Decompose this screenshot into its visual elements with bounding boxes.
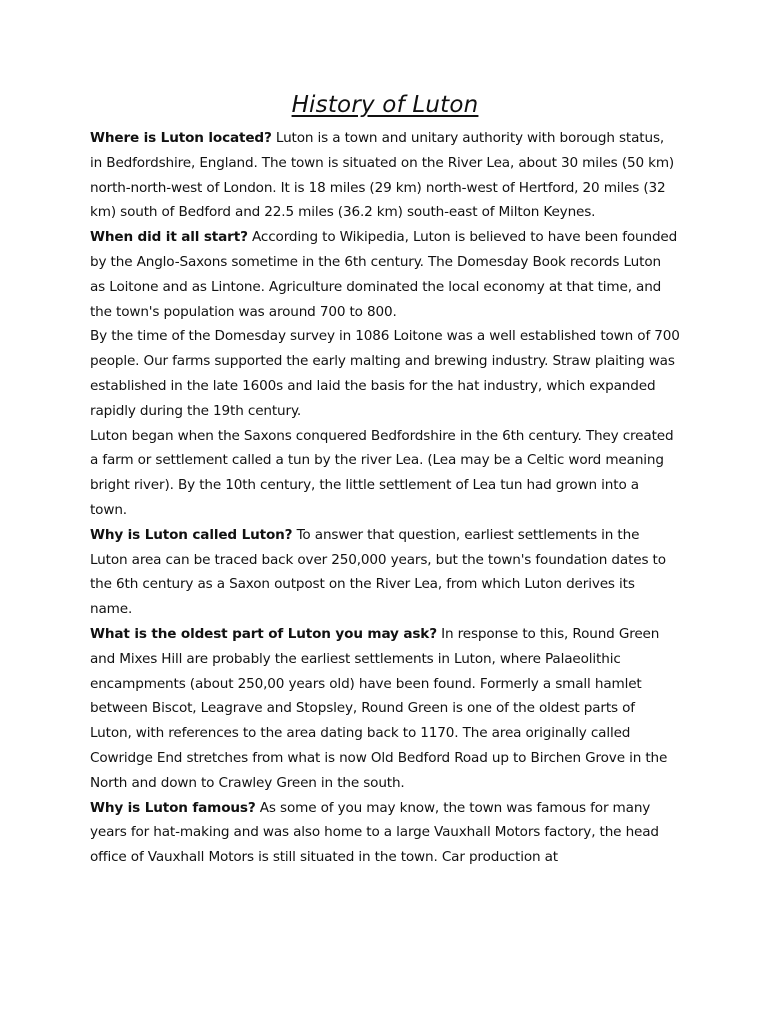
paragraph-saxons — [90, 424, 680, 523]
question-heading: Why is Luton called Luton? — [90, 526, 293, 543]
paragraph-text: In response to this, Round Green and Mixes Hill are probably the earliest settlements in Luton, where Palaeolithic encampments (about 250,00 years old) have been found. Formerly a small hamlet between Biscot, Leagrave and Stopsley, Round Green is one of the oldest parts of Luton, with references to the area dating back to 1170. The area originally called Cowridge End stretches from what is now Old Bedford Road up to Birchen Grove in the North and down to Crawley Green in the south. — [90, 625, 668, 791]
paragraph-text: To answer that question, earliest settlements in the Luton area can be traced back over 250,000 years, but the town's foundation dates to the 6th century as a Saxon outpost on the River Lea, from which Luton derives its name. — [90, 526, 666, 618]
paragraph-famous — [90, 796, 680, 870]
question-heading: What is the oldest part of Luton you may ask? — [90, 625, 437, 642]
paragraph-origins — [90, 225, 680, 324]
page-title: History of Luton — [291, 92, 479, 118]
paragraph-text: As some of you may know, the town was famous for many years for hat-making and was also home to a large Vauxhall Motors factory, the head office of Vauxhall Motors is still situated in the town. Car production at — [90, 799, 659, 866]
paragraph-location — [90, 126, 680, 225]
question-heading: Where is Luton located? — [90, 130, 272, 146]
paragraph-text: Luton began when the Saxons conquered Bedfordshire in the 6th century. They created a farm or settlement called a tun by the river Lea. (Lea may be a Celtic word meaning bright river). By the 10th century, the little settlement of Lea tun had grown into a town. — [90, 427, 674, 518]
paragraph-text: According to Wikipedia, Luton is believed to have been founded by the Anglo-Saxons sometime in the 6th century. The Domesday Book records Luton as Loitone and as Lintone. Agriculture dominated the local economy at that time, and the town's population was around 700 to 800. — [90, 229, 678, 320]
question-heading: When did it all start? — [90, 229, 248, 246]
document-page — [90, 92, 680, 870]
paragraph-name — [90, 523, 680, 622]
paragraph-text: By the time of the Domesday survey in 1086 Loitone was a well established town of 700 people. Our farms supported the early malting and brewing industry. Straw plaiting was established in the late 1600s and laid the basis for the hat industry, which expanded rapidly during the 19th century. — [90, 328, 680, 419]
paragraph-text: Luton is a town and unitary authority with borough status, in Bedfordshire, England. The town is situated on the River Lea, about 30 miles (50 km) north-north-west of London. It is 18 miles (29 km) north-west of Hertford, 20 miles (32 km) south of Bedford and 22.5 miles (36.2 km) south-east of Milton Keynes. — [90, 130, 675, 221]
paragraph-domesday — [90, 324, 680, 423]
question-heading: Why is Luton famous? — [90, 799, 256, 816]
paragraph-oldest-part — [90, 622, 680, 796]
